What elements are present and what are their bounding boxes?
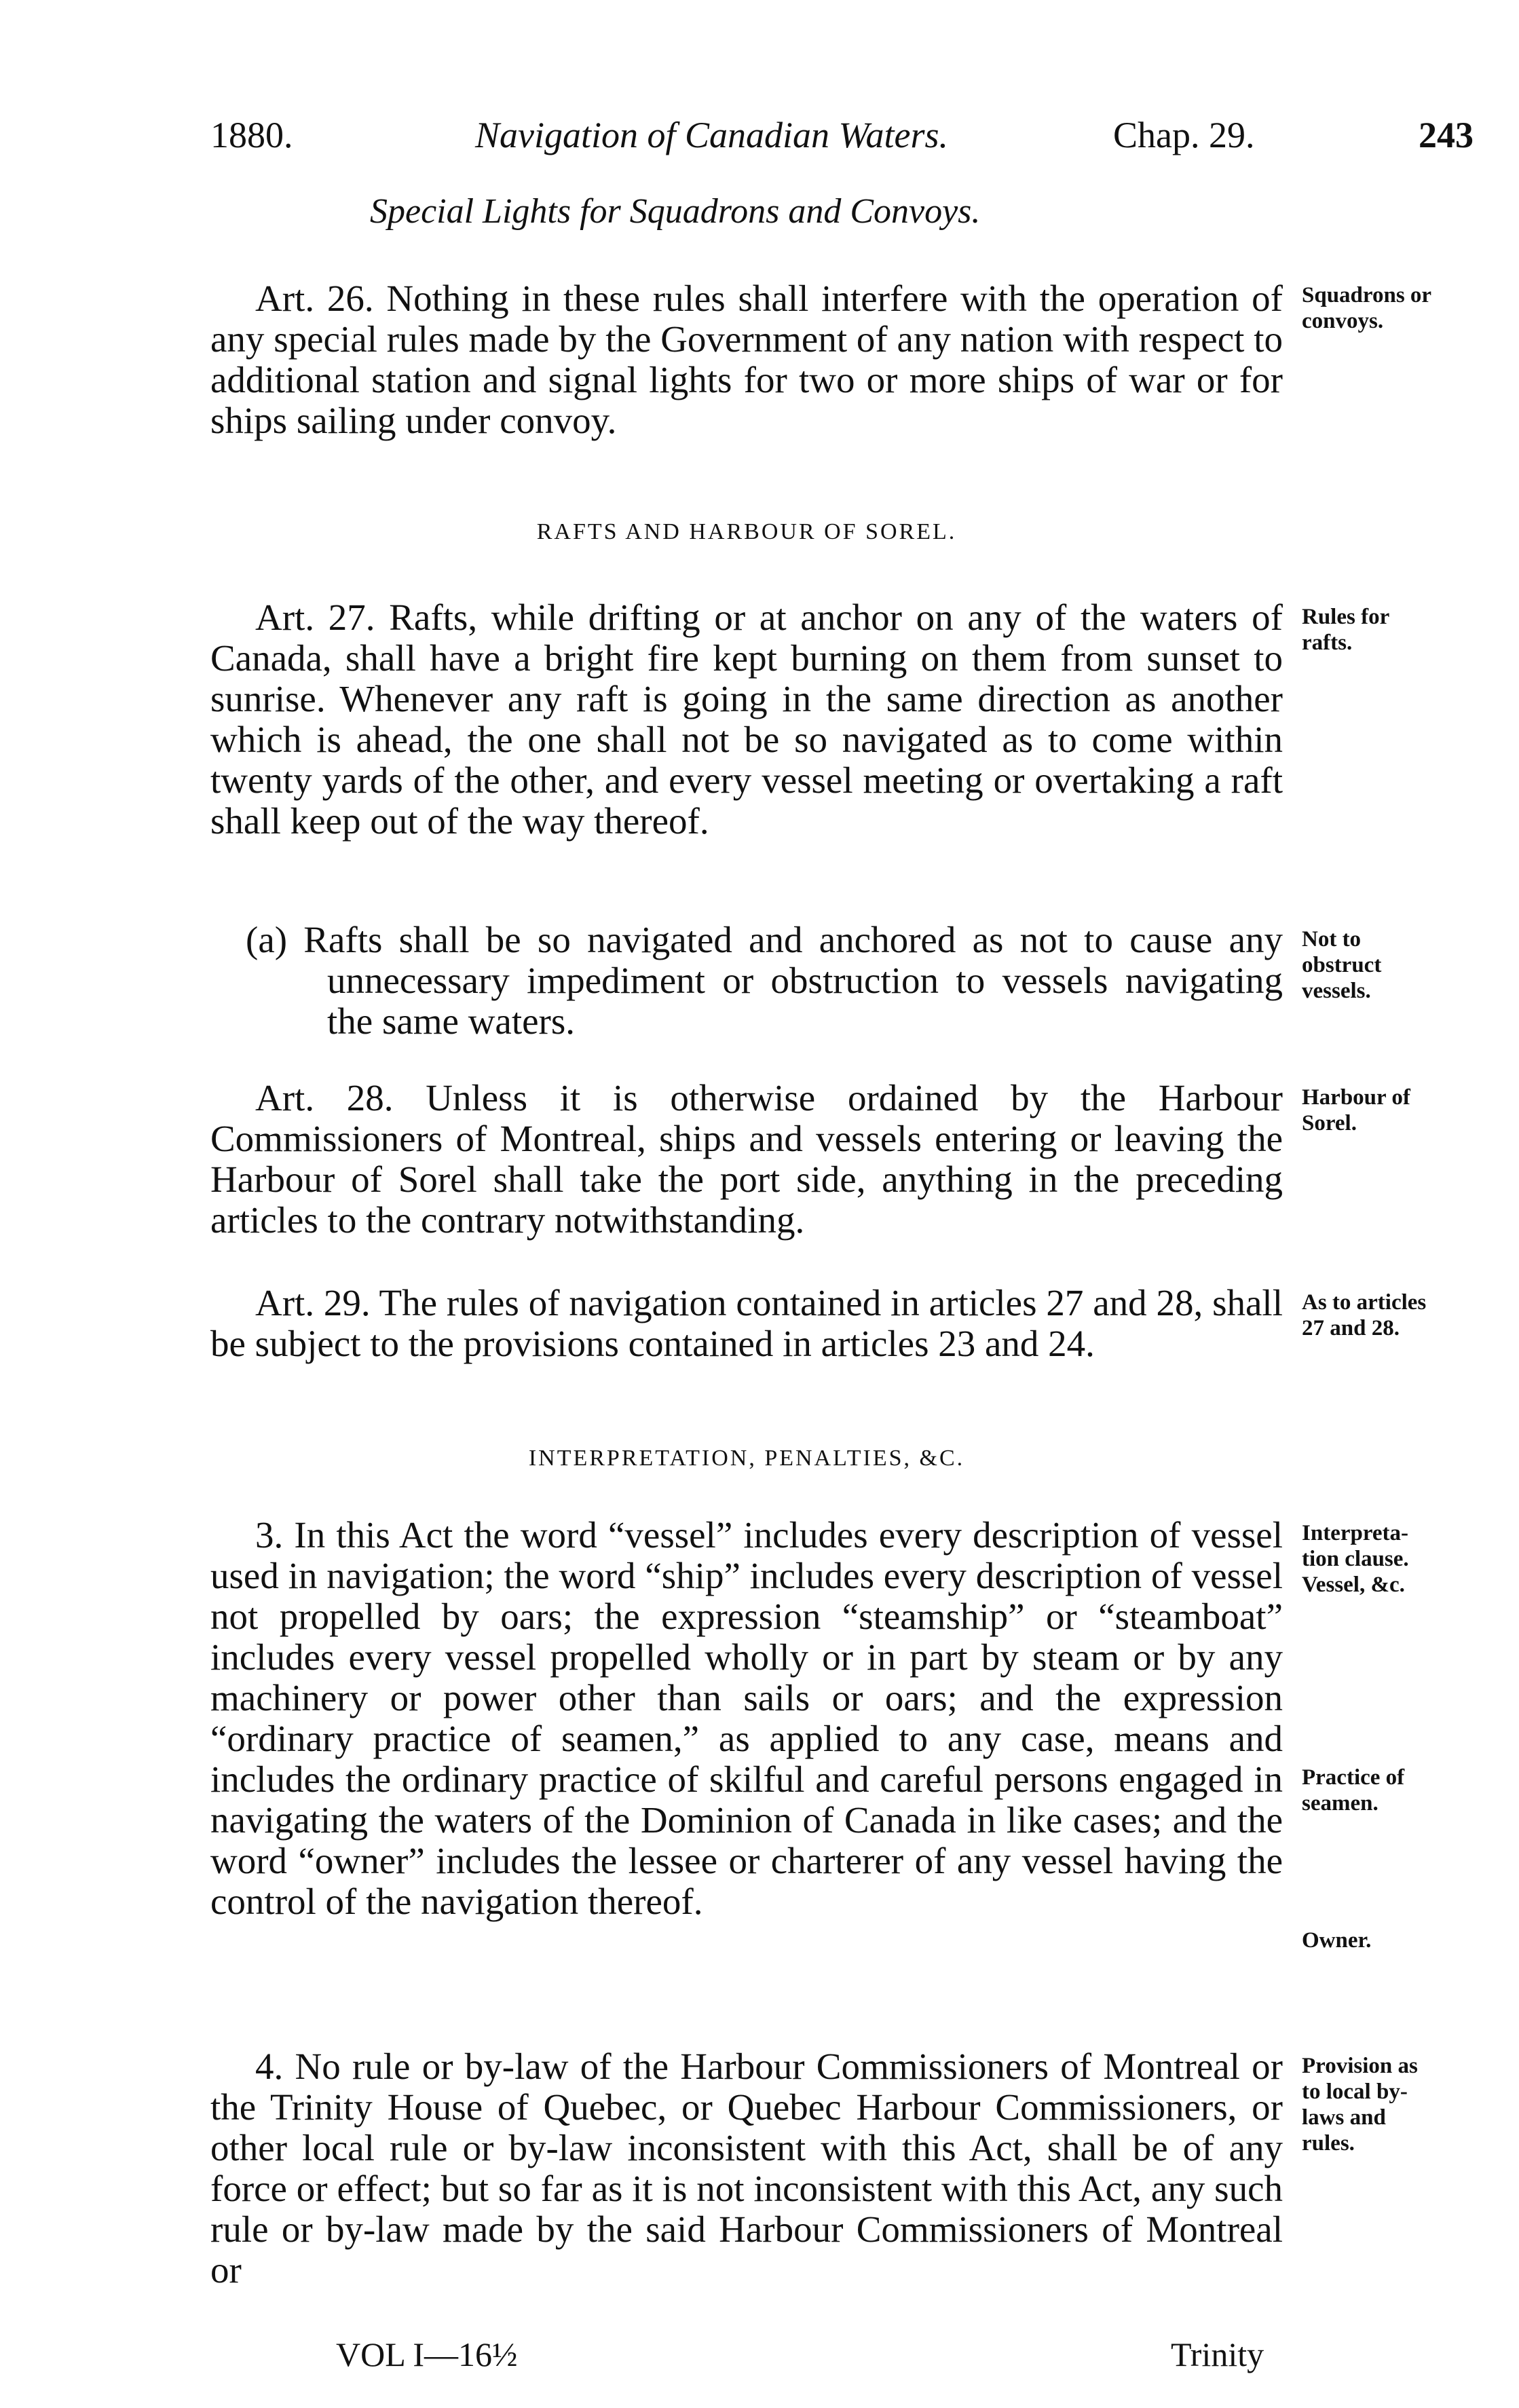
margin-note-provision: Provision as to local by- laws and rules.: [1302, 2054, 1418, 2156]
section-title: Special Lights for Squadrons and Convoys.: [370, 192, 981, 231]
header-year: 1880.: [210, 115, 293, 155]
article-28: [210, 1078, 1283, 1241]
article-27a-text: (a) Rafts shall be so navigated and anchored as not to cause any unnecessary impediment or obstruction to vessels navigating the same waters.: [246, 919, 1283, 1042]
margin-note-sorel: Harbour of Sorel.: [1302, 1085, 1410, 1135]
heading-rafts: RAFTS AND HARBOUR OF SOREL.: [536, 519, 957, 544]
article-26: [210, 278, 1283, 441]
article-29-text: Art. 29. The rules of navigation contained in articles 27 and 28, shall be subject to the provisions contained in articles 23 and 24.: [210, 1282, 1283, 1364]
article-28-text: Art. 28. Unless it is otherwise ordained by the Harbour Commissioners of Montreal, ships and vessels entering or leaving the Harbour of Sorel shall take the port side, anything in the preceding articles to the contrary notwithstanding.: [210, 1077, 1283, 1241]
header-chapter: Chap. 29.: [1113, 115, 1255, 155]
section-3: [210, 1515, 1283, 1922]
section-3-text: 3. In this Act the word “vessel” includes every description of vessel used in navigation; the word “ship” includes every description of vessel not propelled by oars; the expression “steamship” or “steamboat” includes every vessel propelled wholly or in part by steam or by any machinery or power other than sails or oars; and the expression “ordinary practice of seamen,” as applied to any case, means and includes the ordinary practice of skilful and careful persons engaged in navigating the waters of the Dominion of Canada in like cases; and the word “owner” includes the lessee or charterer of any vessel having the control of the navigation thereof.: [210, 1514, 1283, 1922]
margin-note-interpretation: Interpreta- tion clause. Vessel, &c.: [1302, 1521, 1409, 1597]
signature-mark: VOL I—16½: [336, 2335, 518, 2373]
header-title: Navigation of Canadian Waters.: [475, 115, 949, 155]
section-4: [210, 2046, 1283, 2291]
heading-interpretation: INTERPRETATION, PENALTIES, &C.: [528, 1446, 965, 1471]
page-number: 243: [1419, 115, 1474, 155]
article-27: [210, 597, 1283, 842]
section-4-text: 4. No rule or by-law of the Harbour Commissioners of Montreal or the Trinity House of Quebec, or Quebec Harbour Commissioners, or other local rule or by-law inconsistent with this Act, shall be of any force or effect; but so far as it is not inconsistent with this Act, any such rule or by-law made by the said Harbour Commissioners of Montreal or: [210, 2046, 1283, 2291]
margin-note-squadrons: Squadrons or convoys.: [1302, 283, 1432, 333]
article-27-text: Art. 27. Rafts, while drifting or at anchor on any of the waters of Canada, shall have a bright fire kept burning on them from sunset to sunrise. Whenever any raft is going in the same direction as another which is ahead, the one shall not be so navigated as to come within twenty yards of the other, and every vessel meeting or overtaking a raft shall keep out of the way thereof.: [210, 597, 1283, 842]
margin-note-rafts: Rules for rafts.: [1302, 605, 1390, 655]
article-27a: [246, 920, 1283, 1042]
catchword: Trinity: [1171, 2335, 1264, 2373]
article-29: [210, 1283, 1283, 1364]
margin-note-articles: As to articles 27 and 28.: [1302, 1290, 1427, 1340]
margin-note-owner: Owner.: [1302, 1928, 1372, 1953]
margin-note-practice: Practice of seamen.: [1302, 1765, 1405, 1816]
margin-note-obstruct: Not to obstruct vessels.: [1302, 927, 1382, 1003]
article-26-text: Art. 26. Nothing in these rules shall interfere with the operation of any special rules made by the Government of any nation with respect to additional station and signal lights for two or more ships of war or for ships sailing under convoy.: [210, 278, 1283, 441]
